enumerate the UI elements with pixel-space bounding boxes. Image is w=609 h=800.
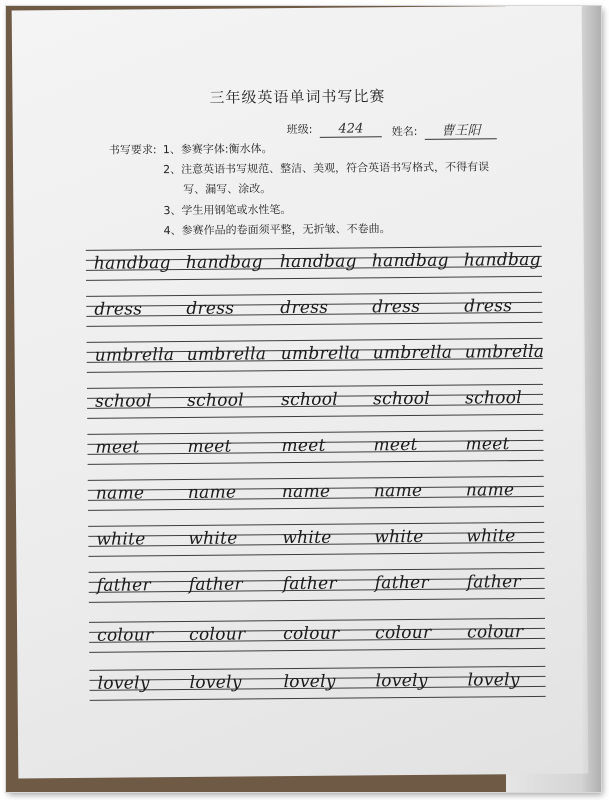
requirement-item: 3、学生用钢笔或水性笔。 [163,203,292,218]
handwritten-word: handbag [93,253,171,274]
ruled-line [86,322,542,327]
handwritten-word: dress [372,296,421,318]
handwritten-word: name [95,483,145,504]
handwritten-word: dress [280,297,329,319]
ruled-line [87,414,543,419]
handwritten-word: school [372,388,431,410]
handwritten-word: colour [467,622,524,643]
worksheet-title: 三年级英语单词书写比赛 [209,87,386,107]
handwritten-word: white [374,526,424,548]
handwritten-word: white [466,526,516,547]
handwritten-word: lovely [467,670,520,691]
requirement-item: 1、参赛字体:衡水体。 [162,142,273,157]
handwritten-word: umbrella [94,345,175,366]
handwritten-word: school [94,391,153,412]
handwritten-word: name [373,480,423,502]
requirement-item: 4、参赛作品的卷面须平整，无折皱、不卷曲。 [163,222,391,238]
handwriting-row [88,522,544,558]
handwriting-row [88,476,544,512]
handwritten-word: father [466,572,521,593]
ruled-line [86,276,542,281]
class-label: 班级: [286,122,313,137]
handwritten-word: colour [375,622,432,644]
handwritten-word: colour [283,623,340,645]
handwritten-word: name [187,482,237,503]
handwriting-row [89,618,545,654]
handwriting-row [89,666,545,702]
handwritten-word: meet [465,434,510,455]
ruled-line [90,696,546,701]
ruled-line [87,368,543,373]
name-field [392,119,497,140]
requirement-item: 2、注意英语书写规范、整洁、美观，符合英语书写格式，不得有误 [162,160,490,177]
handwriting-row [86,246,542,282]
handwritten-word: father [96,575,151,596]
ruled-line [88,460,544,465]
handwritten-word: umbrella [464,341,545,363]
requirements-heading: 书写要求: [108,143,157,157]
handwritten-word: white [96,529,146,550]
handwritten-word: dress [186,298,235,319]
document-photo [6,6,601,792]
handwritten-word: colour [189,624,246,645]
worksheet-page [12,6,589,778]
page-shadow [581,6,601,792]
handwritten-word: dress [94,299,143,320]
handwritten-word: father [374,572,429,594]
name-value: 曹王阳 [425,119,497,140]
handwritten-word: meet [187,436,232,457]
ruled-line [89,598,545,603]
handwritten-word: umbrella [186,344,267,365]
requirement-item: 写、漏写、涂改。 [183,182,272,197]
class-value: 424 [320,121,382,138]
handwriting-row [86,292,542,328]
handwritten-word: handbag [279,251,357,273]
handwritten-word: white [282,527,332,549]
handwritten-word: school [186,390,245,411]
handwritten-word: colour [97,625,154,646]
handwriting-row [87,384,543,420]
handwritten-word: lovely [189,672,242,693]
handwritten-word: name [465,480,515,501]
handwritten-word: father [282,573,337,595]
handwritten-word: lovely [375,670,428,692]
handwritten-word: name [281,481,331,503]
ruled-line [88,506,544,511]
handwritten-word: handbag [463,249,541,271]
ruled-line [89,648,545,653]
handwritten-word: school [464,388,523,409]
handwritten-word: dress [464,296,513,317]
class-field [287,120,382,138]
handwritten-word: meet [95,437,140,458]
ruled-line [88,552,544,557]
handwritten-word: white [188,528,238,549]
handwritten-word: school [280,389,339,411]
handwritten-word: meet [281,435,326,457]
handwriting-row [89,568,545,604]
handwriting-row [87,338,543,374]
handwriting-row [87,430,543,466]
handwritten-word: umbrella [280,343,361,365]
handwritten-word: handbag [371,250,449,272]
handwritten-word: handbag [185,252,263,273]
handwritten-word: father [188,574,243,595]
handwritten-word: umbrella [372,342,453,364]
handwritten-word: lovely [283,671,336,693]
handwritten-word: meet [373,434,418,456]
name-label: 姓名: [391,124,418,139]
handwritten-word: lovely [97,673,150,694]
